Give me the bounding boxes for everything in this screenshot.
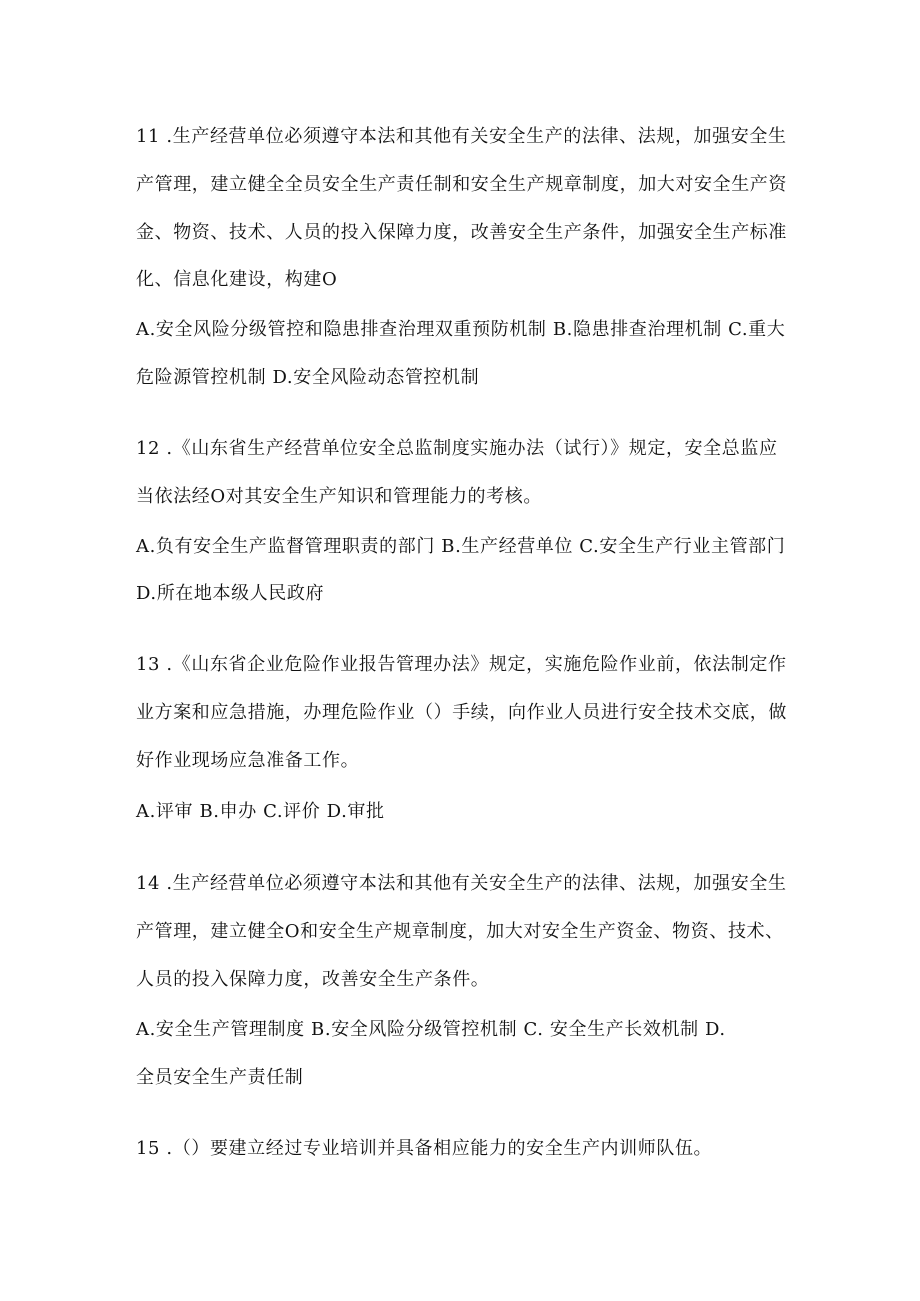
question-11-stem-line-1: 11 .生产经营单位必须遵守本法和其他有关安全生产的法律、法规，加强安全生	[136, 126, 787, 147]
question-14-stem-line-3: 人员的投入保障力度，改善安全生产条件。	[136, 969, 490, 990]
question-13-stem-line-1: 13 .《山东省企业危险作业报告管理办法》规定，实施危险作业前，依法制定作	[136, 654, 787, 675]
question-14-options-line-2: 全员安全生产责任制	[136, 1067, 304, 1088]
question-11-options-line-1: A.安全风险分级管控和隐患排查治理双重预防机制 B.隐患排查治理机制 C.重大	[136, 319, 786, 340]
question-15-stem-line-1: 15 .（）要建立经过专业培训并具备相应能力的安全生产内训师队伍。	[136, 1138, 713, 1159]
question-13-stem-line-2: 业方案和应急措施，办理危险作业（）手续，向作业人员进行安全技术交底，做	[136, 702, 787, 723]
question-13-options-line-1: A.评审 B.申办 C.评价 D.审批	[136, 801, 385, 822]
question-11-stem-line-4: 化、信息化建设，构建O	[136, 269, 338, 290]
question-13-stem-line-3: 好作业现场应急准备工作。	[136, 750, 360, 771]
question-11-stem-line-3: 金、物资、技术、人员的投入保障力度，改善安全生产条件，加强安全生产标准	[136, 222, 787, 243]
question-12-options-line-2: D.所在地本级人民政府	[136, 583, 325, 604]
question-12-options-line-1: A.负有安全生产监督管理职责的部门 B.生产经营单位 C.安全生产行业主管部门	[136, 536, 786, 557]
question-12-stem-line-1: 12 .《山东省生产经营单位安全总监制度实施办法（试行）》规定，安全总监应	[136, 438, 778, 459]
question-14-stem-line-1: 14 .生产经营单位必须遵守本法和其他有关安全生产的法律、法规，加强安全生	[136, 873, 787, 894]
question-12-stem-line-2: 当依法经O对其安全生产知识和管理能力的考核。	[136, 486, 542, 507]
question-11-options-line-2: 危险源管控机制 D.安全风险动态管控机制	[136, 367, 480, 388]
question-14-stem-line-2: 产管理，建立健全O和安全生产规章制度，加大对安全生产资金、物资、技术、	[136, 921, 784, 942]
question-14-options-line-1: A.安全生产管理制度 B.安全风险分级管控机制 C. 安全生产长效机制 D.	[136, 1019, 726, 1040]
question-11-stem-line-2: 产管理，建立健全全员安全生产责任制和安全生产规章制度，加大对安全生产资	[136, 174, 787, 195]
